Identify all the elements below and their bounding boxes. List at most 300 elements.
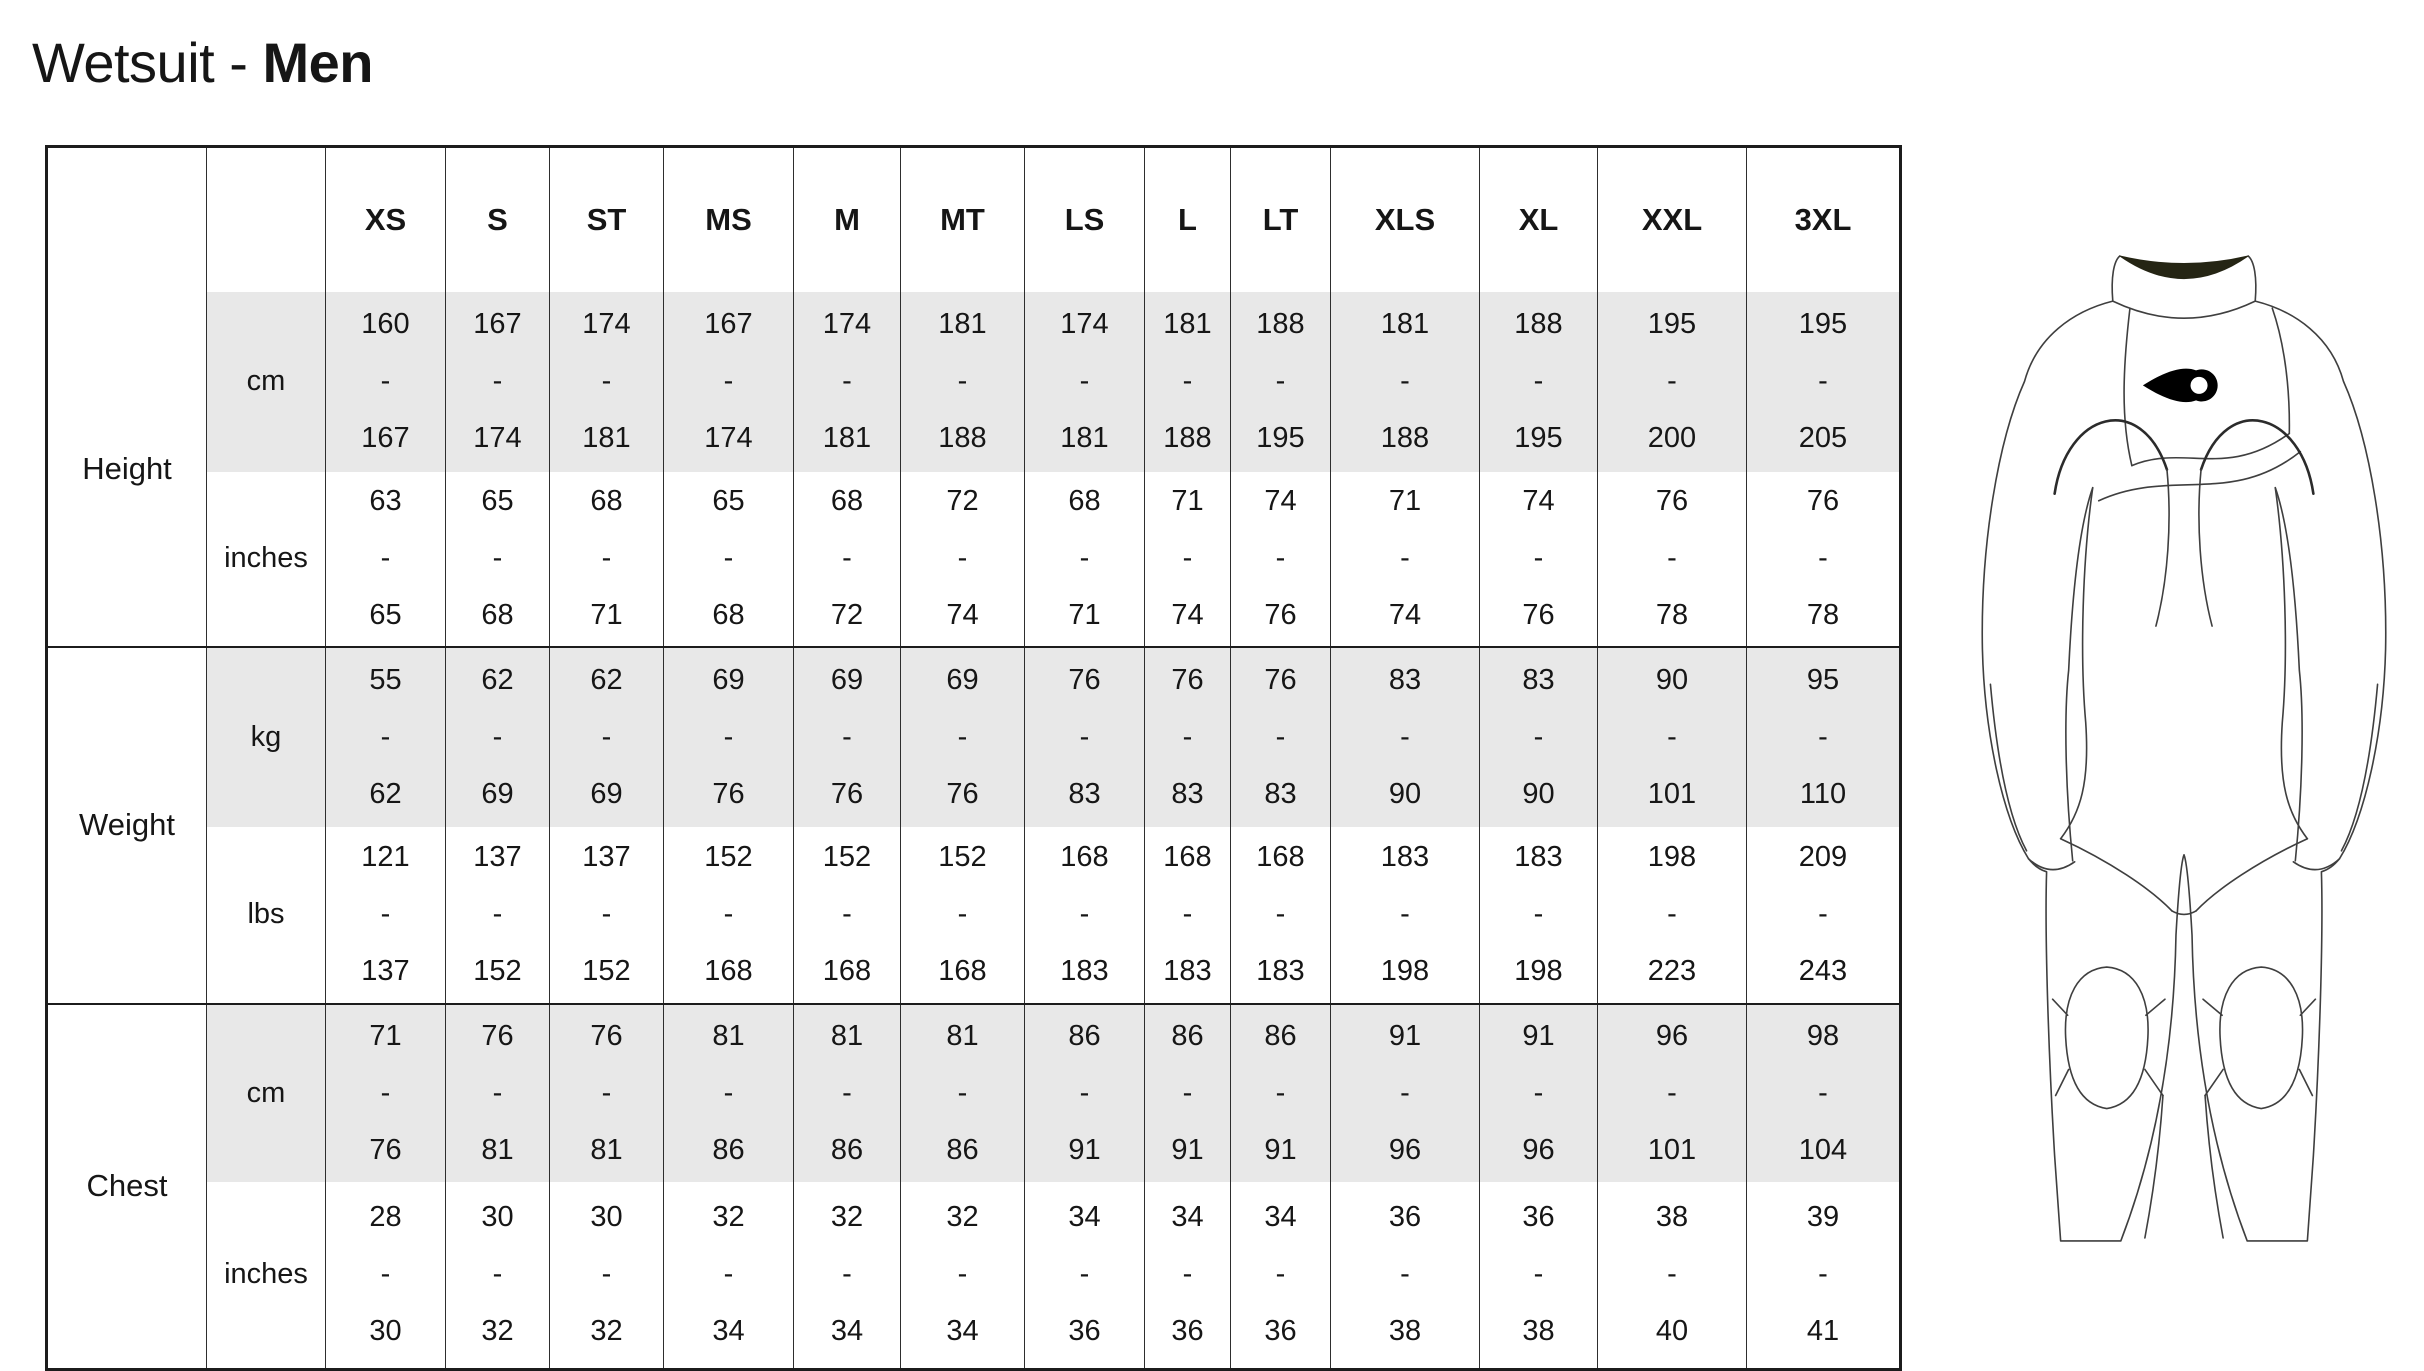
range-max: 74 (946, 599, 979, 631)
range-cell-ST-height-cm (550, 292, 664, 472)
range-cell-XLS-height-cm (1331, 292, 1480, 472)
range-separator: - (601, 542, 612, 574)
size-head-L: L (1145, 147, 1231, 292)
range-max: 91 (1264, 1133, 1297, 1166)
range-separator: - (1182, 720, 1193, 753)
range-min: 137 (582, 841, 631, 873)
range-separator: - (1275, 542, 1286, 574)
range-separator: - (380, 720, 391, 753)
collar-side-left (2112, 256, 2120, 301)
range-max: 174 (473, 422, 522, 454)
range-max: 101 (1647, 1133, 1697, 1166)
size-head-3XL: 3XL (1747, 147, 1901, 292)
range-max: 152 (582, 955, 631, 987)
range-cell-XLS-weight-kg (1331, 647, 1480, 827)
range-cell-MT-height-inches (901, 472, 1025, 647)
size-table-body (47, 147, 1901, 1370)
range-max: 174 (704, 422, 753, 454)
range-cell-MS-height-inches (664, 472, 794, 647)
range-min: 183 (1380, 841, 1430, 873)
range-min: 81 (712, 1019, 745, 1052)
wetsuit-illustration (1956, 253, 2412, 1271)
range-max: 34 (712, 1315, 745, 1348)
range-min: 63 (369, 485, 402, 517)
range-min: 76 (1068, 663, 1101, 696)
range-cell-3XL-weight-lbs (1747, 827, 1901, 1004)
range-separator: - (1533, 898, 1544, 930)
range-separator: - (1818, 720, 1828, 753)
range-min: 69 (946, 663, 979, 696)
range-separator: - (1079, 1258, 1090, 1291)
range-max: 188 (1380, 422, 1430, 454)
range-cell-XS-chest-inches (326, 1182, 446, 1370)
range-min: 55 (369, 663, 402, 696)
range-cell-XS-height-cm (326, 292, 446, 472)
range-min: 181 (938, 308, 987, 340)
size-table (45, 145, 1902, 1371)
collar-opening (2120, 256, 2248, 279)
range-cell-3XL-height-cm (1747, 292, 1901, 472)
range-cell-XXL-height-cm (1598, 292, 1747, 472)
range-separator: - (957, 1076, 968, 1109)
range-separator: - (1400, 365, 1410, 397)
size-head-MS: MS (664, 147, 794, 292)
range-separator: - (1400, 1258, 1410, 1291)
range-separator: - (842, 720, 852, 753)
range-max: 32 (590, 1315, 623, 1348)
range-separator: - (1818, 1076, 1828, 1109)
size-head-S: S (446, 147, 550, 292)
row-weight-kg (47, 647, 1901, 827)
range-cell-MS-chest-inches (664, 1182, 794, 1370)
range-min: 167 (473, 308, 522, 340)
range-min: 198 (1647, 841, 1697, 873)
range-separator: - (1275, 365, 1286, 397)
range-min: 76 (1655, 485, 1689, 517)
range-cell-XXL-chest-cm (1598, 1004, 1747, 1182)
size-head-ST: ST (550, 147, 664, 292)
range-max: 68 (481, 599, 514, 631)
range-cell-M-chest-inches (794, 1182, 901, 1370)
range-separator: - (601, 1258, 612, 1291)
range-cell-MT-weight-lbs (901, 827, 1025, 1004)
range-separator: - (957, 898, 968, 930)
range-min: 95 (1806, 663, 1840, 696)
range-cell-MS-weight-lbs (664, 827, 794, 1004)
range-min: 181 (1380, 308, 1430, 340)
range-separator: - (601, 720, 612, 753)
range-max: 90 (1522, 777, 1555, 810)
range-separator: - (492, 542, 503, 574)
range-max: 36 (1171, 1315, 1204, 1348)
range-separator: - (723, 365, 734, 397)
range-cell-MT-weight-kg (901, 647, 1025, 827)
range-min: 91 (1388, 1019, 1422, 1052)
range-separator: - (1533, 542, 1544, 574)
range-separator: - (1533, 720, 1544, 753)
range-separator: - (1667, 542, 1677, 574)
range-max: 83 (1171, 777, 1204, 810)
range-min: 174 (582, 308, 631, 340)
range-separator: - (957, 542, 968, 574)
range-separator: - (492, 1258, 503, 1291)
range-min: 38 (1655, 1201, 1689, 1234)
range-cell-L-height-inches (1145, 472, 1231, 647)
range-min: 167 (704, 308, 753, 340)
range-max: 181 (1060, 422, 1109, 454)
range-separator: - (1400, 542, 1410, 574)
range-min: 98 (1806, 1019, 1840, 1052)
range-min: 30 (481, 1201, 514, 1234)
range-min: 83 (1522, 663, 1555, 696)
range-separator: - (1400, 1076, 1410, 1109)
page-title-regular: Wetsuit - (32, 31, 263, 94)
range-min: 195 (1798, 308, 1848, 340)
range-separator: - (492, 365, 503, 397)
range-cell-LT-weight-kg (1231, 647, 1331, 827)
range-cell-LT-height-cm (1231, 292, 1331, 472)
range-cell-XXL-height-inches (1598, 472, 1747, 647)
range-min: 76 (481, 1019, 514, 1052)
range-cell-MS-height-cm (664, 292, 794, 472)
range-separator: - (842, 1258, 852, 1291)
range-separator: - (601, 1076, 612, 1109)
range-max: 195 (1514, 422, 1563, 454)
range-min: 62 (590, 663, 623, 696)
range-max: 90 (1388, 777, 1422, 810)
range-min: 39 (1806, 1201, 1840, 1234)
range-cell-XS-weight-kg (326, 647, 446, 827)
row-chest-cm (47, 1004, 1901, 1182)
range-min: 76 (590, 1019, 623, 1052)
range-max: 198 (1380, 955, 1430, 987)
range-max: 181 (582, 422, 631, 454)
range-min: 86 (1264, 1019, 1297, 1052)
range-max: 183 (1163, 955, 1212, 987)
range-cell-L-weight-lbs (1145, 827, 1231, 1004)
range-max: 195 (1256, 422, 1305, 454)
range-separator: - (1667, 898, 1677, 930)
unit-cell-inches: inches (207, 1182, 326, 1370)
range-cell-3XL-chest-cm (1747, 1004, 1901, 1182)
range-max: 168 (704, 955, 753, 987)
range-min: 62 (481, 663, 514, 696)
range-min: 96 (1655, 1019, 1689, 1052)
range-max: 104 (1798, 1133, 1848, 1166)
range-separator: - (957, 365, 968, 397)
range-max: 38 (1522, 1315, 1555, 1348)
range-cell-XLS-weight-lbs (1331, 827, 1480, 1004)
range-cell-L-height-cm (1145, 292, 1231, 472)
range-separator: - (723, 1258, 734, 1291)
range-cell-M-weight-lbs (794, 827, 901, 1004)
range-separator: - (492, 1076, 503, 1109)
range-min: 76 (1171, 663, 1204, 696)
range-cell-LS-chest-cm (1025, 1004, 1145, 1182)
group-label-height: Height (47, 292, 207, 647)
range-separator: - (1079, 898, 1090, 930)
range-separator: - (601, 898, 612, 930)
unit-cell-inches: inches (207, 472, 326, 647)
range-max: 30 (369, 1315, 402, 1348)
range-min: 152 (938, 841, 987, 873)
range-min: 152 (704, 841, 753, 873)
range-cell-ST-weight-kg (550, 647, 664, 827)
range-separator: - (723, 1076, 734, 1109)
range-max: 36 (1068, 1315, 1101, 1348)
range-cell-S-weight-lbs (446, 827, 550, 1004)
range-cell-XXL-chest-inches (1598, 1182, 1747, 1370)
range-separator: - (380, 542, 391, 574)
range-cell-LT-height-inches (1231, 472, 1331, 647)
range-max: 69 (481, 777, 514, 810)
range-cell-S-weight-kg (446, 647, 550, 827)
range-cell-S-chest-inches (446, 1182, 550, 1370)
range-separator: - (1079, 542, 1090, 574)
row-weight-lbs (47, 827, 1901, 1004)
range-min: 28 (369, 1201, 402, 1234)
range-min: 188 (1256, 308, 1305, 340)
range-cell-L-chest-cm (1145, 1004, 1231, 1182)
range-max: 38 (1388, 1315, 1422, 1348)
range-cell-MT-chest-cm (901, 1004, 1025, 1182)
range-separator: - (380, 365, 391, 397)
corner-cell-unit (207, 147, 326, 292)
range-min: 168 (1256, 841, 1305, 873)
range-cell-XS-height-inches (326, 472, 446, 647)
range-min: 69 (712, 663, 745, 696)
range-min: 183 (1514, 841, 1563, 873)
range-max: 183 (1060, 955, 1109, 987)
size-head-M: M (794, 147, 901, 292)
range-separator: - (1818, 365, 1828, 397)
range-cell-XLS-chest-inches (1331, 1182, 1480, 1370)
range-cell-XS-chest-cm (326, 1004, 446, 1182)
range-separator: - (1818, 898, 1828, 930)
range-max: 74 (1388, 599, 1422, 631)
range-separator: - (1079, 720, 1090, 753)
range-separator: - (842, 365, 852, 397)
range-separator: - (1818, 1258, 1828, 1291)
range-max: 101 (1647, 777, 1697, 810)
range-separator: - (492, 898, 503, 930)
range-min: 36 (1522, 1201, 1555, 1234)
range-cell-3XL-chest-inches (1747, 1182, 1901, 1370)
size-head-XS: XS (326, 147, 446, 292)
range-cell-3XL-weight-kg (1747, 647, 1901, 827)
range-max: 188 (1163, 422, 1212, 454)
range-separator: - (1667, 1258, 1677, 1291)
range-max: 40 (1655, 1315, 1689, 1348)
range-separator: - (1275, 1076, 1286, 1109)
group-label-chest: Chest (47, 1004, 207, 1370)
range-separator: - (601, 365, 612, 397)
range-cell-XS-weight-lbs (326, 827, 446, 1004)
range-min: 71 (369, 1019, 402, 1052)
range-cell-M-weight-kg (794, 647, 901, 827)
range-min: 160 (361, 308, 410, 340)
range-separator: - (842, 1076, 852, 1109)
range-min: 81 (830, 1019, 864, 1052)
range-min: 121 (361, 841, 410, 873)
range-cell-XLS-chest-cm (1331, 1004, 1480, 1182)
collar-side-right (2248, 256, 2256, 301)
range-min: 34 (1264, 1201, 1297, 1234)
range-min: 86 (1171, 1019, 1204, 1052)
range-cell-LT-chest-inches (1231, 1182, 1331, 1370)
unit-cell-cm: cm (207, 1004, 326, 1182)
range-max: 200 (1647, 422, 1697, 454)
range-cell-L-chest-inches (1145, 1182, 1231, 1370)
range-max: 110 (1799, 777, 1847, 810)
range-max: 83 (1068, 777, 1101, 810)
range-min: 76 (1806, 485, 1840, 517)
range-min: 90 (1655, 663, 1689, 696)
range-separator: - (492, 720, 503, 753)
range-max: 32 (481, 1315, 514, 1348)
range-separator: - (957, 1258, 968, 1291)
comet-logo-dot (2191, 377, 2208, 394)
range-max: 34 (946, 1315, 979, 1348)
range-separator: - (1182, 542, 1193, 574)
range-min: 32 (946, 1201, 979, 1234)
range-max: 71 (1068, 599, 1101, 631)
range-separator: - (1275, 1258, 1286, 1291)
row-chest-inches (47, 1182, 1901, 1370)
range-cell-XL-height-cm (1480, 292, 1598, 472)
range-min: 209 (1798, 841, 1848, 873)
range-max: 223 (1647, 955, 1697, 987)
range-min: 34 (1171, 1201, 1204, 1234)
range-min: 74 (1522, 485, 1555, 517)
range-min: 69 (830, 663, 864, 696)
range-cell-MS-weight-kg (664, 647, 794, 827)
range-cell-LS-weight-lbs (1025, 827, 1145, 1004)
range-cell-XL-height-inches (1480, 472, 1598, 647)
range-max: 76 (1522, 599, 1555, 631)
range-cell-LT-weight-lbs (1231, 827, 1331, 1004)
range-max: 96 (1388, 1133, 1422, 1166)
size-header-row (47, 147, 1901, 292)
range-max: 86 (946, 1133, 979, 1166)
range-separator: - (723, 542, 734, 574)
range-cell-S-height-inches (446, 472, 550, 647)
range-min: 71 (1388, 485, 1422, 517)
range-separator: - (1182, 365, 1193, 397)
range-max: 91 (1068, 1133, 1101, 1166)
unit-cell-cm: cm (207, 292, 326, 472)
range-min: 74 (1264, 485, 1297, 517)
range-separator: - (1182, 898, 1193, 930)
range-separator: - (380, 1076, 391, 1109)
range-separator: - (1533, 1076, 1544, 1109)
range-max: 205 (1798, 422, 1848, 454)
range-cell-3XL-height-inches (1747, 472, 1901, 647)
range-min: 71 (1171, 485, 1204, 517)
range-separator: - (1182, 1258, 1193, 1291)
range-separator: - (957, 720, 968, 753)
range-min: 68 (1068, 485, 1101, 517)
range-separator: - (723, 720, 734, 753)
row-height-inches (47, 472, 1901, 647)
range-cell-LS-height-cm (1025, 292, 1145, 472)
range-cell-XL-chest-cm (1480, 1004, 1598, 1182)
group-label-weight: Weight (47, 647, 207, 1004)
row-height-cm (47, 292, 1901, 472)
range-min: 34 (1068, 1201, 1101, 1234)
range-separator: - (1079, 1076, 1090, 1109)
range-cell-ST-height-inches (550, 472, 664, 647)
range-separator: - (842, 542, 852, 574)
range-max: 34 (830, 1315, 864, 1348)
range-cell-XL-weight-lbs (1480, 827, 1598, 1004)
range-min: 68 (830, 485, 864, 517)
range-max: 62 (369, 777, 402, 810)
range-min: 68 (590, 485, 623, 517)
range-cell-LS-chest-inches (1025, 1182, 1145, 1370)
range-separator: - (380, 898, 391, 930)
range-max: 168 (938, 955, 987, 987)
unit-cell-kg: kg (207, 647, 326, 827)
range-min: 168 (1060, 841, 1109, 873)
range-max: 71 (590, 599, 623, 631)
range-cell-XXL-weight-lbs (1598, 827, 1747, 1004)
range-cell-XLS-height-inches (1331, 472, 1480, 647)
range-cell-MT-chest-inches (901, 1182, 1025, 1370)
range-min: 174 (822, 308, 872, 340)
range-separator: - (380, 1258, 391, 1291)
range-min: 32 (830, 1201, 864, 1234)
range-max: 86 (830, 1133, 864, 1166)
range-cell-LS-height-inches (1025, 472, 1145, 647)
range-max: 36 (1264, 1315, 1297, 1348)
range-max: 183 (1256, 955, 1305, 987)
range-cell-MS-chest-cm (664, 1004, 794, 1182)
range-max: 72 (830, 599, 864, 631)
range-min: 188 (1514, 308, 1563, 340)
range-separator: - (1667, 1076, 1677, 1109)
range-cell-M-height-cm (794, 292, 901, 472)
range-separator: - (842, 898, 852, 930)
range-min: 91 (1522, 1019, 1555, 1052)
range-min: 168 (1163, 841, 1212, 873)
range-max: 188 (938, 422, 987, 454)
range-max: 81 (590, 1133, 623, 1166)
range-cell-XL-weight-kg (1480, 647, 1598, 827)
range-separator: - (1400, 898, 1410, 930)
range-min: 65 (712, 485, 745, 517)
range-max: 137 (361, 955, 410, 987)
range-cell-XL-chest-inches (1480, 1182, 1598, 1370)
range-separator: - (1533, 365, 1544, 397)
range-min: 86 (1068, 1019, 1101, 1052)
range-max: 78 (1655, 599, 1689, 631)
range-separator: - (1079, 365, 1090, 397)
range-min: 36 (1388, 1201, 1422, 1234)
size-head-LS: LS (1025, 147, 1145, 292)
range-max: 76 (712, 777, 745, 810)
range-min: 83 (1388, 663, 1422, 696)
range-separator: - (1818, 542, 1828, 574)
range-min: 30 (590, 1201, 623, 1234)
range-cell-MT-height-cm (901, 292, 1025, 472)
page-title (32, 30, 373, 95)
range-min: 195 (1647, 308, 1697, 340)
size-head-MT: MT (901, 147, 1025, 292)
range-max: 65 (369, 599, 402, 631)
size-head-XLS: XLS (1331, 147, 1480, 292)
range-separator: - (1400, 720, 1410, 753)
